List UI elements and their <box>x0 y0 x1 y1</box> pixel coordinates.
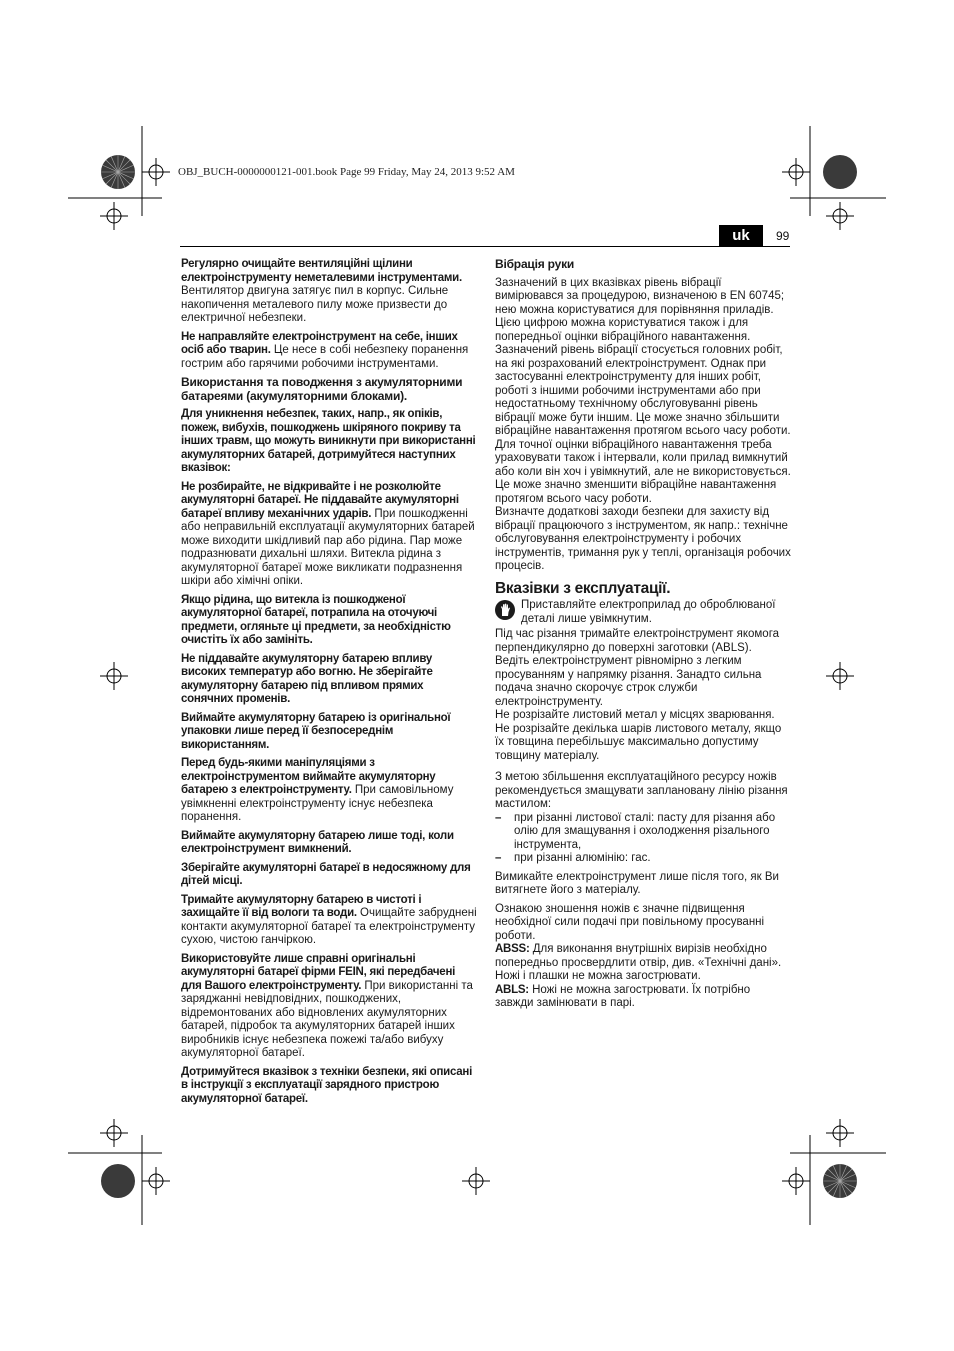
lubrication-list <box>495 812 791 866</box>
operation-heading: Вказівки з експлуатації. <box>495 579 671 597</box>
bold-lead: Не розбирайте, не відкривайте і не розколюйте акумуляторні батареї. Не піддавайте акумуляторні батареї впливу механічних ударів. <box>181 480 459 520</box>
lubrication-intro: З метою збільшення експлуатаційного ресурсу ножів рекомендується змащувати заплановану лінію різання мастилом: <box>495 771 788 810</box>
paragraph <box>181 830 477 857</box>
glove-instruction-text: Приставляйте електроприлад до оброблюваної деталі лише увімкнутим. <box>521 599 776 625</box>
paragraph <box>181 862 477 889</box>
paragraph <box>181 331 477 372</box>
list-item <box>495 812 791 853</box>
paragraph <box>181 594 477 648</box>
header-rule <box>180 246 790 247</box>
dash-bullet: – <box>495 852 502 864</box>
operation-paragraph: Ведіть електроінструмент рівномірно з легким просуванням у напрямку різання. Занадто сильна подача значно скорочує строк служби електроінструменту. <box>495 655 762 708</box>
operation-paragraph: Під час різання тримайте електроінструмент якомога перпендикулярно до поверхні заготовки (ABLS). <box>495 628 780 654</box>
paragraph <box>181 894 477 948</box>
vibration-paragraph: Зазначений рівень вібрації стосується головних робіт, на які розрахований електроінструмент. Однак при застосуванні електроінструменту для інших робіт, роботі з іншими робочими інструментами або при недостатньому технічному обслуговуванні рівень вібрації може бути іншим. Це може значно збільшити вібраційне навантаження протягом всього часу роботи. <box>495 344 791 437</box>
list-item-text: при різанні листової сталі: пасту для різання або олію для змащування і охолодження різального інструмента, <box>514 811 776 851</box>
bold-lead: Використовуйте лише справні оригінальні акумуляторні батареї фірми FEIN, які передбачені для Вашого електроінструменту. <box>181 952 456 992</box>
right-column <box>495 258 791 1011</box>
body-text: При пошкодженні або неправильній експлуатації акумуляторних батарей може виходити шкідливий пар або рідина. Пар може подразнювати дихальні шляхи. Витекла рідина з акумуляторної батареї може викликати подразнення шкіри або хімічні опіки. <box>181 507 475 587</box>
abls-text: Ножі не можна загострювати. Їх потрібно завжди замінювати в парі. <box>495 983 751 1009</box>
abls-label: ABLS: <box>495 983 529 996</box>
paragraph <box>181 712 477 753</box>
print-header: OBJ_BUCH-0000000121-001.book Page 99 Friday, May 24, 2013 9:52 AM <box>178 166 515 178</box>
abss-label: ABSS: <box>495 943 530 955</box>
language-tag: uk <box>719 225 763 247</box>
bold-lead: Для уникнення небезпек, таких, напр., як опіків, пожеж, вибухів, пошкоджень шкіряного покриву та інших травм, що можуть виникнути при використанні акумуляторних батарей, дотримуйтеся наступних вказівок: <box>181 408 476 474</box>
body-text: При використанні та заряджанні невідповідних, пошкоджених, відремонтованих або відновлених акумуляторних батарей, підробок та акумуляторних батарей інших виробників існує небезпека пожежі та/або вибуху акумуляторної батареї. <box>181 979 473 1059</box>
body-text: Це несе в собі небезпеку поранення гострим або гарячими робочими інструментами. <box>181 344 469 370</box>
vibration-paragraph: Визначте додаткові заходи безпеки для захисту від вібрації працюючого з інструментом, як напр.: технічне обслуговування електроінструменту і робочих інструментів, тримання рук у теплі, організація робочих процесів. <box>495 506 791 572</box>
paragraph <box>181 653 477 707</box>
battery-section-heading: Використання та поводження з акумуляторними батареями (акумуляторними блоками). <box>181 375 463 403</box>
bold-lead: Не направляйте електроінструмент на себе, інших осіб або тварин. <box>181 330 458 356</box>
abss-note <box>495 943 791 970</box>
bold-lead: Тримайте акумуляторну батарею в чистоті і захищайте її від вологи та води. <box>181 893 422 919</box>
knives-note: Ножі і плашки не можна загострювати. <box>495 970 701 982</box>
paragraph <box>181 408 477 476</box>
bold-lead: Якщо рідина, що витекла із пошкодженої акумуляторної батареї, потрапила на оточуючі предмети, огляньте ці предмети, за необхідністю очистіть їх або замініть. <box>181 593 451 646</box>
vibration-paragraph: Зазначений в цих вказівках рівень вібрації вимірювався за процедурою, визначеною в EN 60745; нею можна користуватися для порівняння приладів. Цією цифрою можна користуватися також і для попередньої оцінки вібраційного навантаження. <box>495 276 785 343</box>
paragraph <box>181 953 477 1061</box>
vibration-heading: Вібрація руки <box>495 257 575 271</box>
list-item <box>495 852 791 866</box>
operation-paragraph: Вимикайте електроінструмент лише після того, як Ви витягнете його з матеріалу. <box>495 870 779 896</box>
page-number: 99 <box>776 229 790 243</box>
bold-lead: Не піддавайте акумуляторну батарею впливу високих температур або вогню. Не зберігайте акумуляторну батарею під впливом прямих сонячних променів. <box>181 652 433 705</box>
paragraph <box>181 481 477 589</box>
hand-glove-icon <box>495 600 515 620</box>
operation-paragraph: Не розрізайте листовий метал у місцях зварювання. <box>495 709 775 721</box>
bold-lead: Регулярно очищайте вентиляційні щілини електроінструменту неметалевими інструментами. <box>181 258 462 284</box>
bold-lead: Перед будь-якими маніпуляціями з електроінструментом виймайте акумуляторну батарею з електроінструменту. <box>181 757 436 796</box>
paragraph <box>181 1066 477 1107</box>
left-column <box>181 258 477 1111</box>
vibration-paragraph: Для точної оцінки вібраційного навантаження треба ураховувати також і інтервали, коли прилад вимкнутий або коли він хоч і увімкнутий, але не використовується. Це може значно зменшити вібраційне навантаження протягом всього часу роботи. <box>495 438 791 505</box>
operation-paragraph: Ознакою зношення ножів є значне підвищення необхідної сили подачі при повільному просуванні роботи. <box>495 902 765 942</box>
bold-lead: Виймайте акумуляторну батарею із оригінальної упаковки лише перед її безпосереднім використанням. <box>181 711 451 751</box>
body-text: При самовільному увімкненні електроінструменту існує небезпека поранення. <box>181 784 454 823</box>
operation-paragraph: Не розрізайте декілька шарів листового металу, якщо їх товщина перебільшує максимально допустиму товщину матеріалу. <box>495 722 782 762</box>
paragraph <box>181 757 477 825</box>
dash-bullet: – <box>495 811 502 824</box>
bold-lead: Виймайте акумуляторну батарею лише тоді, коли електроінструмент вимкнений. <box>181 829 454 855</box>
abls-note <box>495 984 791 1011</box>
bold-lead: Дотримуйтеся вказівок з техніки безпеки, які описані в інструкції з експлуатації зарядного пристрою акумуляторної батареї. <box>181 1065 473 1105</box>
paragraph <box>181 258 477 326</box>
glove-instruction <box>495 599 791 626</box>
body-text: Вентилятор двигуна затягує пил в корпус. Сильне накопичення металевого пилу може призвести до електричної небезпеки. <box>181 285 449 324</box>
list-item-text: при різанні алюмінію: гас. <box>514 852 651 864</box>
body-text: Очищайте забруднені контакти акумуляторної батареї та електроінструменту сухою, чистою ганчіркою. <box>181 907 477 946</box>
abss-text: Для виконання внутрішніх вирізів необхідно попередньо просвердлити отвір, див. «Технічні дані». <box>495 943 782 969</box>
bold-lead: Зберігайте акумуляторні батареї в недосяжному для дітей місці. <box>181 861 471 887</box>
